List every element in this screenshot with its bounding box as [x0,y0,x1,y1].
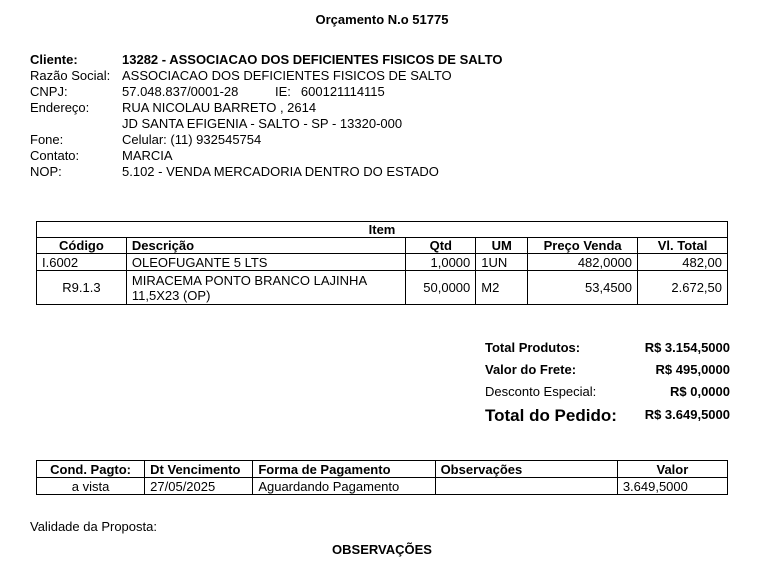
total-pedido-label: Total do Pedido: [485,406,617,425]
valor-frete-row [485,362,730,380]
pay-header-vencimento: Dt Vencimento [145,461,253,478]
desconto-value: R$ 0,0000 [670,384,730,399]
item-codigo: R9.1.3 [37,271,127,305]
valor-frete-label: Valor do Frete: [485,362,577,377]
pay-valor: 3.649,5000 [617,478,727,495]
contato-label: Contato: [30,148,80,163]
cliente-value: 13282 - ASSOCIACAO DOS DEFICIENTES FISICOS DE SALTO [122,52,503,67]
endereco-row [30,100,316,116]
desconto-row [485,384,730,402]
item-descricao: OLEOFUGANTE 5 LTS [126,254,405,271]
cnpj-label: CNPJ: [30,84,68,99]
razao-value: ASSOCIACAO DOS DEFICIENTES FISICOS DE SALTO [122,68,452,83]
contato-value: MARCIA [122,148,173,163]
valor-frete-value: R$ 495,0000 [655,362,730,377]
table-row [37,254,728,271]
cliente-row [30,52,502,68]
items-caption: Item [37,222,728,238]
item-um: M2 [476,271,528,305]
table-row [37,271,728,305]
fone-value: Celular: (11) 932545754 [122,132,262,147]
pay-header-cond: Cond. Pagto: [37,461,145,478]
total-pedido-value: R$ 3.649,5000 [644,407,730,422]
col-header-um: UM [476,238,528,254]
nop-value: 5.102 - VENDA MERCADORIA DENTRO DO ESTADO [122,164,439,179]
document-title: Orçamento N.o 51775 [315,12,449,27]
cnpj-row [30,84,385,100]
fone-row [30,132,261,148]
validade-label: Validade da Proposta: [30,519,157,534]
cnpj-value: 57.048.837/0001-28 [122,84,239,99]
col-header-qtd: Qtd [406,238,476,254]
contato-row [30,148,173,164]
table-row [37,478,728,495]
desconto-label: Desconto Especial: [485,384,597,399]
pay-forma: Aguardando Pagamento [253,478,435,495]
endereco-line1: RUA NICOLAU BARRETO , 2614 [122,100,317,115]
nop-label: NOP: [30,164,62,179]
total-pedido-row [485,406,730,428]
item-preco: 482,0000 [528,254,638,271]
total-produtos-row [485,340,730,358]
col-header-descricao: Descrição [126,238,405,254]
col-header-preco: Preço Venda [528,238,638,254]
ie-label: IE: [275,84,291,99]
ie-value: 600121114115 [300,84,385,99]
col-header-codigo: Código [37,238,127,254]
observacoes-title: OBSERVAÇÕES [332,542,432,557]
item-qtd: 1,0000 [406,254,476,271]
item-descricao: MIRACEMA PONTO BRANCO LAJINHA 11,5X23 (OP) [126,271,405,305]
pay-header-forma: Forma de Pagamento [253,461,435,478]
total-produtos-label: Total Produtos: [485,340,581,355]
col-header-total: Vl. Total [638,238,728,254]
pay-header-obs: Observações [435,461,617,478]
fone-label: Fone: [30,132,64,147]
razao-label: Razão Social: [30,68,111,83]
cliente-label: Cliente: [30,52,78,67]
payment-table [36,460,728,495]
pay-cond: a vista [37,478,145,495]
pay-header-valor: Valor [617,461,727,478]
razao-row [30,68,452,84]
pay-vencimento: 27/05/2025 [145,478,253,495]
item-qtd: 50,0000 [406,271,476,305]
endereco-line2: JD SANTA EFIGENIA - SALTO - SP - 13320-000 [122,116,403,131]
item-total: 482,00 [638,254,728,271]
item-codigo: I.6002 [37,254,127,271]
item-total: 2.672,50 [638,271,728,305]
nop-row [30,164,439,180]
endereco-label: Endereço: [30,100,90,115]
endereco-row-2 [30,116,402,132]
item-preco: 53,4500 [528,271,638,305]
pay-obs [435,478,617,495]
items-table [36,221,728,305]
total-produtos-value: R$ 3.154,5000 [644,340,730,355]
item-um: 1UN [476,254,528,271]
